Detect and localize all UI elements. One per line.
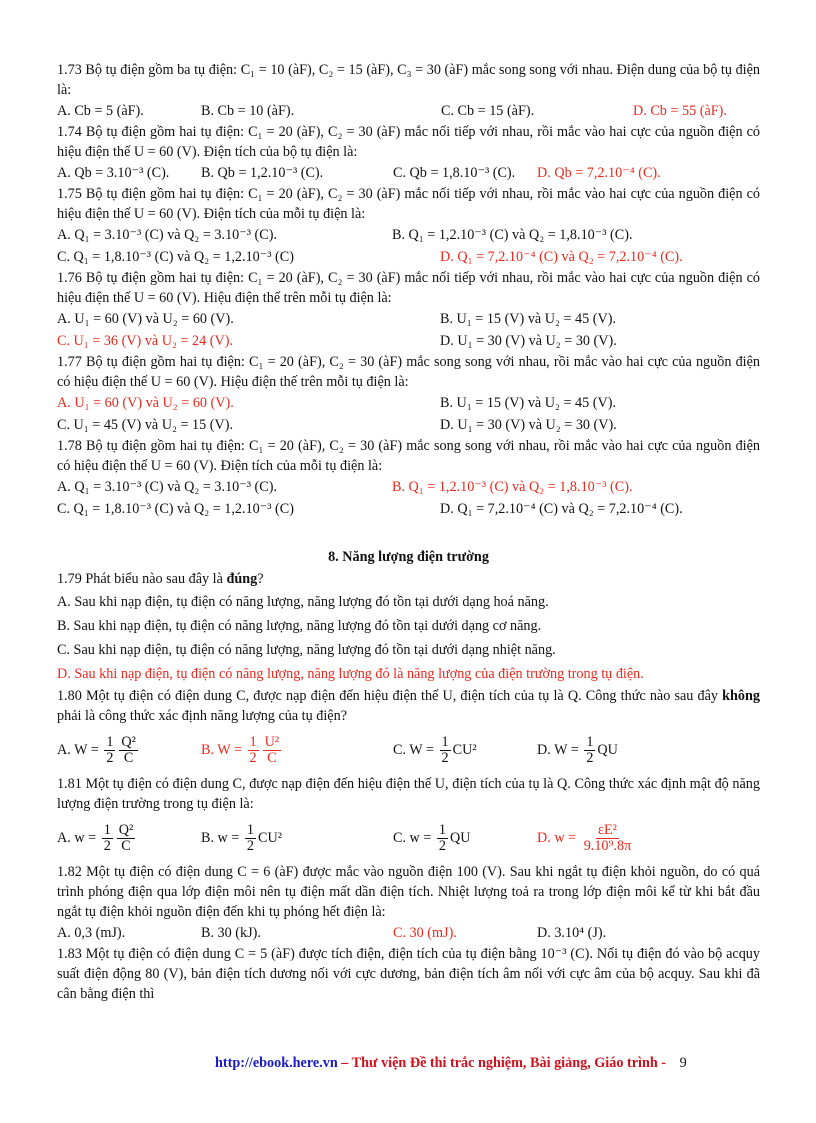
document-page <box>57 60 760 1004</box>
formula-prefix: C. w = <box>393 829 432 846</box>
formula-rest: CU² <box>452 741 477 758</box>
formula-prefix: D. w = <box>537 829 577 846</box>
options-1-76-ab <box>57 308 760 330</box>
fraction <box>119 735 138 766</box>
option-c-answer: C. 30 (mJ). <box>393 925 457 941</box>
denominator: 2 <box>103 837 111 854</box>
question-1-81: 1.81 Một tụ điện có điện dung C, được nạp điện đến hiệu điện thế U, điện tích của tụ là Q. Công thức xác định mật độ năng lượng điện trường trong tụ điện là: <box>57 776 760 812</box>
option-b: B. Cb = 10 (àF). <box>201 103 295 119</box>
question-1-75: 1.75 Bộ tụ điện gồm hai tụ điện: C₁ = 20 (àF), C₂ = 30 (àF) mắc nối tiếp với nhau, rồi mắc vào hai cực của nguồn điện có hiệu điện thế U = 60 (V). Điện tích của mỗi tụ điện là: <box>57 186 760 222</box>
denominator: 2 <box>246 837 254 854</box>
fraction <box>245 823 256 854</box>
option-a: A. Q₁ = 3.10⁻³ (C) và Q₂ = 3.10⁻³ (C). <box>57 227 278 243</box>
option-d-answer: D. Qb = 7,2.10⁻⁴ (C). <box>537 165 661 181</box>
denominator: 2 <box>586 749 594 766</box>
option-a: A. Q₁ = 3.10⁻³ (C) và Q₂ = 3.10⁻³ (C). <box>57 479 278 495</box>
option-a-answer: A. U₁ = 60 (V) và U₂ = 60 (V). <box>57 395 234 411</box>
options-1-78-cd <box>57 498 760 520</box>
option-b: B. Q₁ = 1,2.10⁻³ (C) và Q₂ = 1,8.10⁻³ (C). <box>392 227 633 243</box>
options-1-77-cd <box>57 414 760 436</box>
denominator: 9.10⁹.8π <box>583 837 632 854</box>
question-1-77: 1.77 Bộ tụ điện gồm hai tụ điện: C₁ = 20 (àF), C₂ = 30 (àF) mắc song song với nhau, rồi mắc vào hai cực của nguồn điện có hiệu điện thế U = 60 (V). Hiệu điện thế trên mỗi tụ điện là: <box>57 354 760 390</box>
question-1-79 <box>57 568 760 590</box>
fraction <box>117 823 136 854</box>
numerator: 1 <box>103 821 111 838</box>
question-1-74: 1.74 Bộ tụ điện gồm hai tụ điện: C₁ = 20 (àF), C₂ = 30 (àF) mắc nối tiếp với nhau, rồi mắc vào hai cực của nguồn điện có hiệu điện thế U = 60 (V). Điện tích của bộ tụ điện là: <box>57 124 760 160</box>
option-c: C. U₁ = 45 (V) và U₂ = 15 (V). <box>57 417 234 433</box>
option-d-answer: D. Cb = 55 (àF). <box>633 103 727 119</box>
options-1-80 <box>57 726 760 774</box>
numerator: 1 <box>438 821 446 838</box>
question-1-73: 1.73 Bộ tụ điện gồm ba tụ điện: C₁ = 10 (àF), C₂ = 15 (àF), C₃ = 30 (àF) mắc song song với nhau. Điện dung của bộ tụ điện là: <box>57 62 760 98</box>
option-b <box>201 823 393 854</box>
option-b: B. U₁ = 15 (V) và U₂ = 45 (V). <box>440 395 617 411</box>
options-1-81 <box>57 814 760 862</box>
formula-prefix: B. w = <box>201 829 240 846</box>
options-1-74 <box>57 162 760 184</box>
question-1-78: 1.78 Bộ tụ điện gồm hai tụ điện: C₁ = 20 (àF), C₂ = 30 (àF) mắc song song với nhau, rồi mắc vào hai cực của nguồn điện có hiệu điện thế U = 60 (V). Điện tích của mỗi tụ điện là: <box>57 438 760 474</box>
option-c: C. Q₁ = 1,8.10⁻³ (C) và Q₂ = 1,2.10⁻³ (C) <box>57 249 294 265</box>
option-b: B. Sau khi nạp điện, tụ điện có năng lượng, năng lượng đó tồn tại dưới dạng cơ năng. <box>57 618 542 634</box>
footer-link[interactable]: http://ebook.here.vn <box>215 1055 338 1071</box>
q179-text: 1.79 Phát biểu nào sau đây là <box>57 571 227 587</box>
page-footer <box>215 1055 687 1072</box>
footer-separator: - <box>657 1055 670 1071</box>
options-1-76-cd <box>57 330 760 352</box>
option-b-answer: B. Q₁ = 1,2.10⁻³ (C) và Q₂ = 1,8.10⁻³ (C). <box>392 479 633 495</box>
numerator: Q² <box>118 821 134 838</box>
option-d: D. 3.10⁴ (J). <box>537 925 607 941</box>
options-1-75-cd <box>57 246 760 268</box>
numerator: 1 <box>586 733 594 750</box>
q180-tail: phải là công thức xác định năng lượng của tụ điện? <box>57 708 347 724</box>
options-1-82 <box>57 922 760 944</box>
option-b: B. 30 (kJ). <box>201 925 261 941</box>
q180-text: 1.80 Một tụ điện có điện dung C, được nạp điện đến hiệu điện thế U, điện tích của tụ là Q. Công thức nào sau đây <box>57 688 723 704</box>
option-b: B. U₁ = 15 (V) và U₂ = 45 (V). <box>440 311 617 327</box>
formula-prefix: C. W = <box>393 741 434 758</box>
denominator: C <box>123 749 134 766</box>
numerator: 1 <box>246 821 254 838</box>
numerator: 1 <box>249 733 257 750</box>
question-1-83: 1.83 Một tụ điện có điện dung C = 5 (àF) được tích điện, điện tích của tụ điện bằng 10⁻³ (C). Nối tụ điện đó vào bộ acquy suất điện động 80 (V), bản điện tích dương nối với cực dương, bản điện tích âm nối với cực âm của bộ acquy. Sau khi đã cân bằng điện thì <box>57 946 760 1002</box>
option-c <box>393 735 537 766</box>
fraction <box>582 823 634 854</box>
option-d <box>537 735 618 766</box>
numerator: Q² <box>121 733 136 750</box>
numerator: U² <box>264 733 280 750</box>
fraction <box>263 735 282 766</box>
formula-prefix: A. W = <box>57 741 99 758</box>
option-c <box>393 823 537 854</box>
option-b: B. Qb = 1,2.10⁻³ (C). <box>201 165 324 181</box>
options-1-75-ab <box>57 224 760 246</box>
numerator: εE² <box>598 821 617 838</box>
denominator: C <box>267 749 277 766</box>
option-a: A. Cb = 5 (àF). <box>57 103 144 119</box>
formula-rest: QU <box>450 829 471 846</box>
formula-prefix: D. W = <box>537 741 579 758</box>
options-1-73 <box>57 100 760 122</box>
option-d-answer: D. Sau khi nạp điện, tụ điện có năng lượng, năng lượng đó là năng lượng của điện trường trong tụ điện. <box>57 666 644 682</box>
denominator: 2 <box>106 749 114 766</box>
q179-bold: đúng <box>226 571 258 587</box>
formula-rest: QU <box>597 741 618 758</box>
question-1-80 <box>57 686 760 726</box>
denominator: C <box>121 837 131 854</box>
denominator: 2 <box>438 837 446 854</box>
options-1-78-ab <box>57 476 760 498</box>
formula-rest: CU² <box>258 829 282 846</box>
fraction <box>440 735 451 766</box>
formula-prefix: B. W = <box>201 741 242 758</box>
fraction <box>584 735 595 766</box>
numerator: 1 <box>106 733 114 750</box>
formula-prefix: A. w = <box>57 829 97 846</box>
section-title: 8. Năng lượng điện trường <box>328 549 489 565</box>
option-d: D. U₁ = 30 (V) và U₂ = 30 (V). <box>440 417 617 433</box>
option-c: C. Sau khi nạp điện, tụ điện có năng lượng, năng lượng đó tồn tại dưới dạng nhiệt năng. <box>57 642 556 658</box>
q180-bold: không <box>722 688 760 704</box>
option-a <box>57 735 201 766</box>
denominator: 2 <box>249 749 257 766</box>
options-1-77-ab <box>57 392 760 414</box>
option-a: A. Qb = 3.10⁻³ (C). <box>57 165 170 181</box>
option-c: C. Qb = 1,8.10⁻³ (C). <box>393 165 516 181</box>
question-1-76: 1.76 Bộ tụ điện gồm hai tụ điện: C₁ = 20 (àF), C₂ = 30 (àF) mắc nối tiếp với nhau, rồi mắc vào hai cực của nguồn điện có hiệu điện thế U = 60 (V). Hiệu điện thế trên mỗi tụ điện là: <box>57 270 760 306</box>
option-c-answer: C. U₁ = 36 (V) và U₂ = 24 (V). <box>57 333 234 349</box>
option-b-answer <box>201 735 393 766</box>
fraction <box>437 823 448 854</box>
footer-dash: – <box>337 1055 352 1071</box>
option-a <box>57 823 201 854</box>
option-c: C. Cb = 15 (àF). <box>441 103 535 119</box>
page-number: 9 <box>679 1055 687 1071</box>
option-a: A. U₁ = 60 (V) và U₂ = 60 (V). <box>57 311 234 327</box>
option-a: A. 0,3 (mJ). <box>57 925 126 941</box>
option-d: D. Q₁ = 7,2.10⁻⁴ (C) và Q₂ = 7,2.10⁻⁴ (C). <box>440 501 683 517</box>
fraction <box>102 823 113 854</box>
q179-tail: ? <box>257 571 264 587</box>
fraction <box>248 735 259 766</box>
numerator: 1 <box>441 733 449 750</box>
option-d-answer: D. Q₁ = 7,2.10⁻⁴ (C) và Q₂ = 7,2.10⁻⁴ (C). <box>440 249 683 265</box>
question-1-82: 1.82 Một tụ điện có điện dung C = 6 (àF) được mắc vào nguồn điện 100 (V). Sau khi ngắt tụ điện khỏi nguồn, do có quá trình phóng điện qua lớp điện môi nên tụ điện mất dần điện tích. Nhiệt lượng toả ra trong lớp điện môi kể từ khi bắt đầu ngắt tụ điện khỏi nguồn điện đến khi tụ phóng hết điện là: <box>57 864 760 920</box>
option-d-answer <box>537 823 635 854</box>
fraction <box>104 735 115 766</box>
footer-library: Thư viện Đề thi trắc nghiệm, Bài giảng, Giáo trình <box>351 1055 658 1071</box>
option-a: A. Sau khi nạp điện, tụ điện có năng lượng, năng lượng đó tồn tại dưới dạng hoá năng. <box>57 594 549 610</box>
option-c: C. Q₁ = 1,8.10⁻³ (C) và Q₂ = 1,2.10⁻³ (C) <box>57 501 294 517</box>
option-d: D. U₁ = 30 (V) và U₂ = 30 (V). <box>440 333 617 349</box>
denominator: 2 <box>441 749 449 766</box>
